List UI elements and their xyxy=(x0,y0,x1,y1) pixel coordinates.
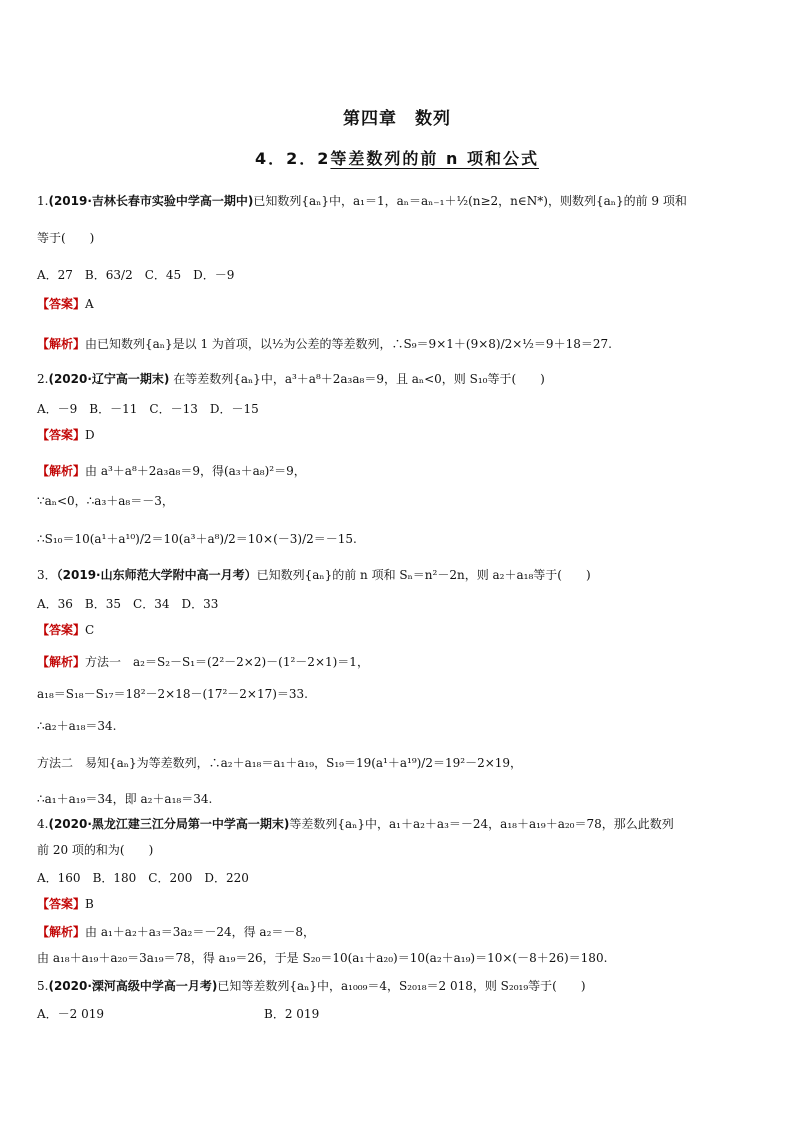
analysis-text: 由已知数列{aₙ}是以 1 为首项，以½为公差的等差数列，∴S₉＝9×1＋(9×8)/2×½＝9＋18＝27. xyxy=(85,337,612,351)
answer-value: A xyxy=(85,297,94,311)
answer-options xyxy=(37,1005,319,1023)
question-text-continued: 等于( ) xyxy=(37,231,95,245)
problem-3-question xyxy=(37,566,591,584)
problem-number: 2. xyxy=(37,372,49,386)
option-a: A．－2 019 xyxy=(37,1007,105,1021)
question-text: 已知数列{aₙ}中，a₁＝1，aₙ＝aₙ₋₁＋½(n≥2，n∈N*)，则数列{aₙ}的前 9 项和 xyxy=(253,194,687,208)
analysis-text: a₁₈＝S₁₈－S₁₇＝18²－2×18－(17²－2×17)＝33. xyxy=(37,687,308,701)
analysis-text: 方法二 易知{aₙ}为等差数列，∴a₂＋a₁₈＝a₁＋a₁₉，S₁₉＝19(a¹＋a¹⁹)/2＝19²－2×19， xyxy=(37,756,523,770)
answer-options: A．160 B．180 C．200 D．220 xyxy=(37,871,249,885)
analysis-row xyxy=(37,653,369,671)
answer-row xyxy=(37,895,94,913)
problem-number: 3． xyxy=(37,568,57,582)
analysis-label: 【解析】 xyxy=(37,925,86,939)
answer-options: A．36 B．35 C．34 D．33 xyxy=(37,597,219,611)
analysis-label: 【解析】 xyxy=(37,655,86,669)
analysis-text: 由 a₁₈＋a₁₉＋a₂₀＝3a₁₉＝78，得 a₁₉＝26，于是 S₂₀＝10(a₁＋a₂₀)＝10(a₂＋a₁₉)＝10×(－8＋26)＝180. xyxy=(37,951,608,965)
analysis-text: 由 a₁＋a₂＋a₃＝3a₂＝－24，得 a₂＝－8， xyxy=(85,925,316,939)
answer-row xyxy=(37,621,94,639)
question-text-continued: 前 20 项的和为( ) xyxy=(37,843,154,857)
analysis-label: 【解析】 xyxy=(37,337,86,351)
analysis-label: 【解析】 xyxy=(37,464,86,478)
chapter-title: 第四章 数列 xyxy=(343,109,451,129)
answer-options: A．－9 B．－11 C．－13 D．－15 xyxy=(37,402,259,416)
section-name: 等差数列的前 n 项和公式 xyxy=(330,149,539,168)
problem-2-question xyxy=(37,370,545,388)
problem-source: (2020·溧河高级中学高一月考) xyxy=(48,979,218,993)
answer-label: 【答案】 xyxy=(37,428,86,442)
analysis-text: ∴a₂＋a₁₈＝34. xyxy=(37,719,117,733)
answer-row xyxy=(37,295,94,313)
answer-value: B xyxy=(85,897,94,911)
analysis-text: ∵aₙ<0，∴a₃＋a₈＝－3， xyxy=(37,494,174,508)
problem-source: (2020·辽宁高一期末) xyxy=(48,372,170,386)
analysis-text: 方法一 a₂＝S₂－S₁＝(2²－2×2)－(1²－2×1)＝1， xyxy=(85,655,369,669)
problem-source: (2019·吉林长春市实验中学高一期中) xyxy=(48,194,254,208)
answer-label: 【答案】 xyxy=(37,897,86,911)
problem-source: (2020·黑龙江建三江分局第一中学高一期末) xyxy=(48,817,290,831)
answer-label: 【答案】 xyxy=(37,623,86,637)
section-number: 4．2．2 xyxy=(255,149,331,168)
answer-value: D xyxy=(85,428,95,442)
problem-4-question xyxy=(37,815,674,833)
problem-5-question xyxy=(37,977,586,995)
answer-options: A．27 B．63/2 C．45 D．－9 xyxy=(37,268,235,282)
answer-row xyxy=(37,426,95,444)
problem-number: 4. xyxy=(37,817,49,831)
question-text: 等差数列{aₙ}中，a₁＋a₂＋a₃＝－24，a₁₈＋a₁₉＋a₂₀＝78，那么此数列 xyxy=(289,817,674,831)
question-text: 已知等差数列{aₙ}中，a₁₀₀₉＝4，S₂₀₁₈＝2 018，则 S₂₀₁₉等于( ) xyxy=(217,979,586,993)
question-text: 已知数列{aₙ}的前 n 项和 Sₙ＝n²－2n，则 a₂＋a₁₈等于( ) xyxy=(256,568,591,582)
section-title xyxy=(0,146,794,169)
analysis-text: 由 a³＋a⁸＋2a₃a₈＝9，得(a₃＋a₈)²＝9， xyxy=(85,464,306,478)
problem-number: 5. xyxy=(37,979,49,993)
problem-1-question xyxy=(37,192,687,210)
problem-source: （2019·山东师范大学附中高一月考） xyxy=(56,568,257,582)
analysis-text: ∴a₁＋a₁₉＝34，即 a₂＋a₁₈＝34. xyxy=(37,792,213,806)
analysis-row xyxy=(37,923,315,941)
analysis-row xyxy=(37,335,612,353)
analysis-row xyxy=(37,462,306,480)
analysis-text: ∴S₁₀＝10(a¹＋a¹⁰)/2＝10(a³＋a⁸)/2＝10×(－3)/2＝－15. xyxy=(37,532,357,546)
option-b: B．2 019 xyxy=(264,1007,320,1021)
problem-number: 1. xyxy=(37,194,49,208)
answer-label: 【答案】 xyxy=(37,297,86,311)
question-text: 在等差数列{aₙ}中，a³＋a⁸＋2a₃a₈＝9，且 aₙ<0，则 S₁₀等于( ) xyxy=(169,372,545,386)
answer-value: C xyxy=(85,623,95,637)
